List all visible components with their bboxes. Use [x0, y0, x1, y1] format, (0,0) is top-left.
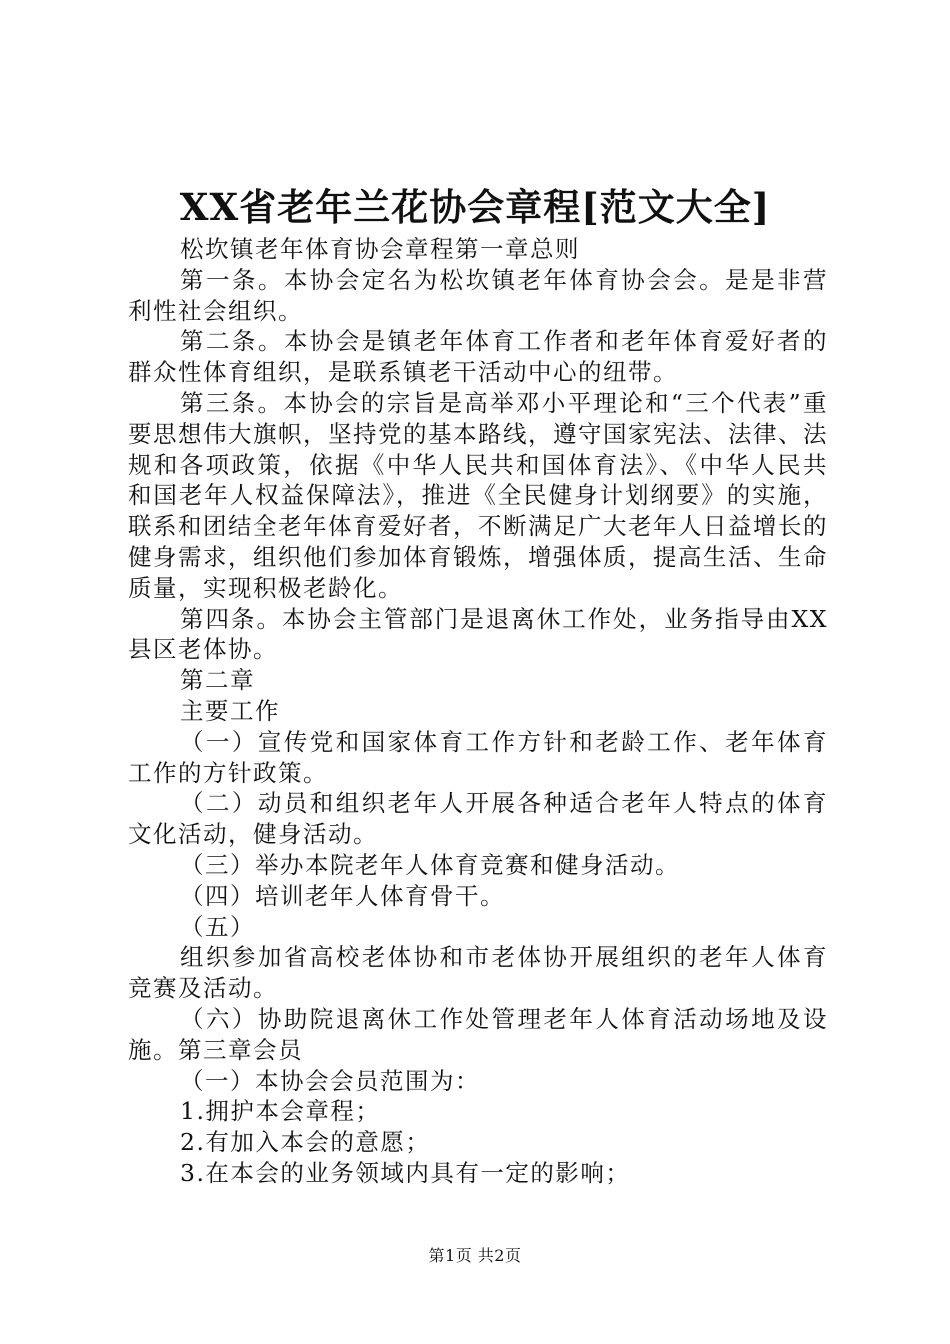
paragraph-article-3: 第三条。本协会的宗旨是高举邓小平理论和“三个代表”重要思想伟大旗帜，坚持党的基本路线，遵守国家宪法、法律、法规和各项政策，依据《中华人民共和国体育法》、《中华人民共和国老年人权益保障法》，推进《全民健身计划纲要》的实施，联系和团结全老年体育爱好者，不断满足广大老年人日益增长的健身需求，组织他们参加体育锻炼，增强体质，提高生活、生命质量，实现积极老龄化。: [128, 388, 828, 602]
list-item-2: （二）动员和组织老年人开展各种适合老年人特点的体育文化活动，健身活动。: [128, 789, 828, 849]
document-title: XX省老年兰花协会章程[范文大全]: [179, 185, 771, 229]
paragraph-article-2: 第二条。本协会是镇老年体育工作者和老年体育爱好者的群众性体育组织，是联系镇老干活动中心的纽带。: [128, 327, 828, 387]
paragraph-chapter-2: 第二章: [180, 666, 255, 695]
document-body: [128, 234, 828, 1189]
list-item-3: （三）举办本院老年人体育竞赛和健身活动。: [180, 850, 680, 879]
paragraph-main-work: 主要工作: [180, 696, 280, 725]
paragraph-chapter-heading: 松坎镇老年体育协会章程第一章总则: [180, 235, 580, 263]
membership-scope: （一）本协会会员范围为：: [180, 1066, 480, 1095]
paragraph-article-4: 第四条。本协会主管部门是退离休工作处，业务指导由XX县区老体协。: [128, 604, 828, 664]
membership-condition-1: 1.拥护本会章程；: [180, 1097, 381, 1126]
paragraph-item-5-text: 组织参加省高校老体协和市老体协开展组织的老年人体育竞赛及活动。: [128, 943, 828, 1003]
membership-condition-3: 3.在本会的业务领域内具有一定的影响；: [180, 1158, 631, 1187]
page-footer: 第1页 共2页: [428, 1246, 522, 1265]
list-item-1: （一）宣传党和国家体育工作方针和老龄工作、老年体育工作的方针政策。: [128, 727, 828, 787]
list-item-6: （六）协助院退离休工作处管理老年人体育活动场地及设施。第三章会员: [128, 1004, 828, 1064]
paragraph-article-1: 第一条。本协会定名为松坎镇老年体育协会会。是是非营利性社会组织。: [128, 265, 828, 325]
membership-condition-2: 2.有加入本会的意愿；: [180, 1128, 431, 1157]
list-item-4: （四）培训老年人体育骨干。: [180, 881, 505, 910]
list-item-5: （五）: [180, 912, 255, 941]
